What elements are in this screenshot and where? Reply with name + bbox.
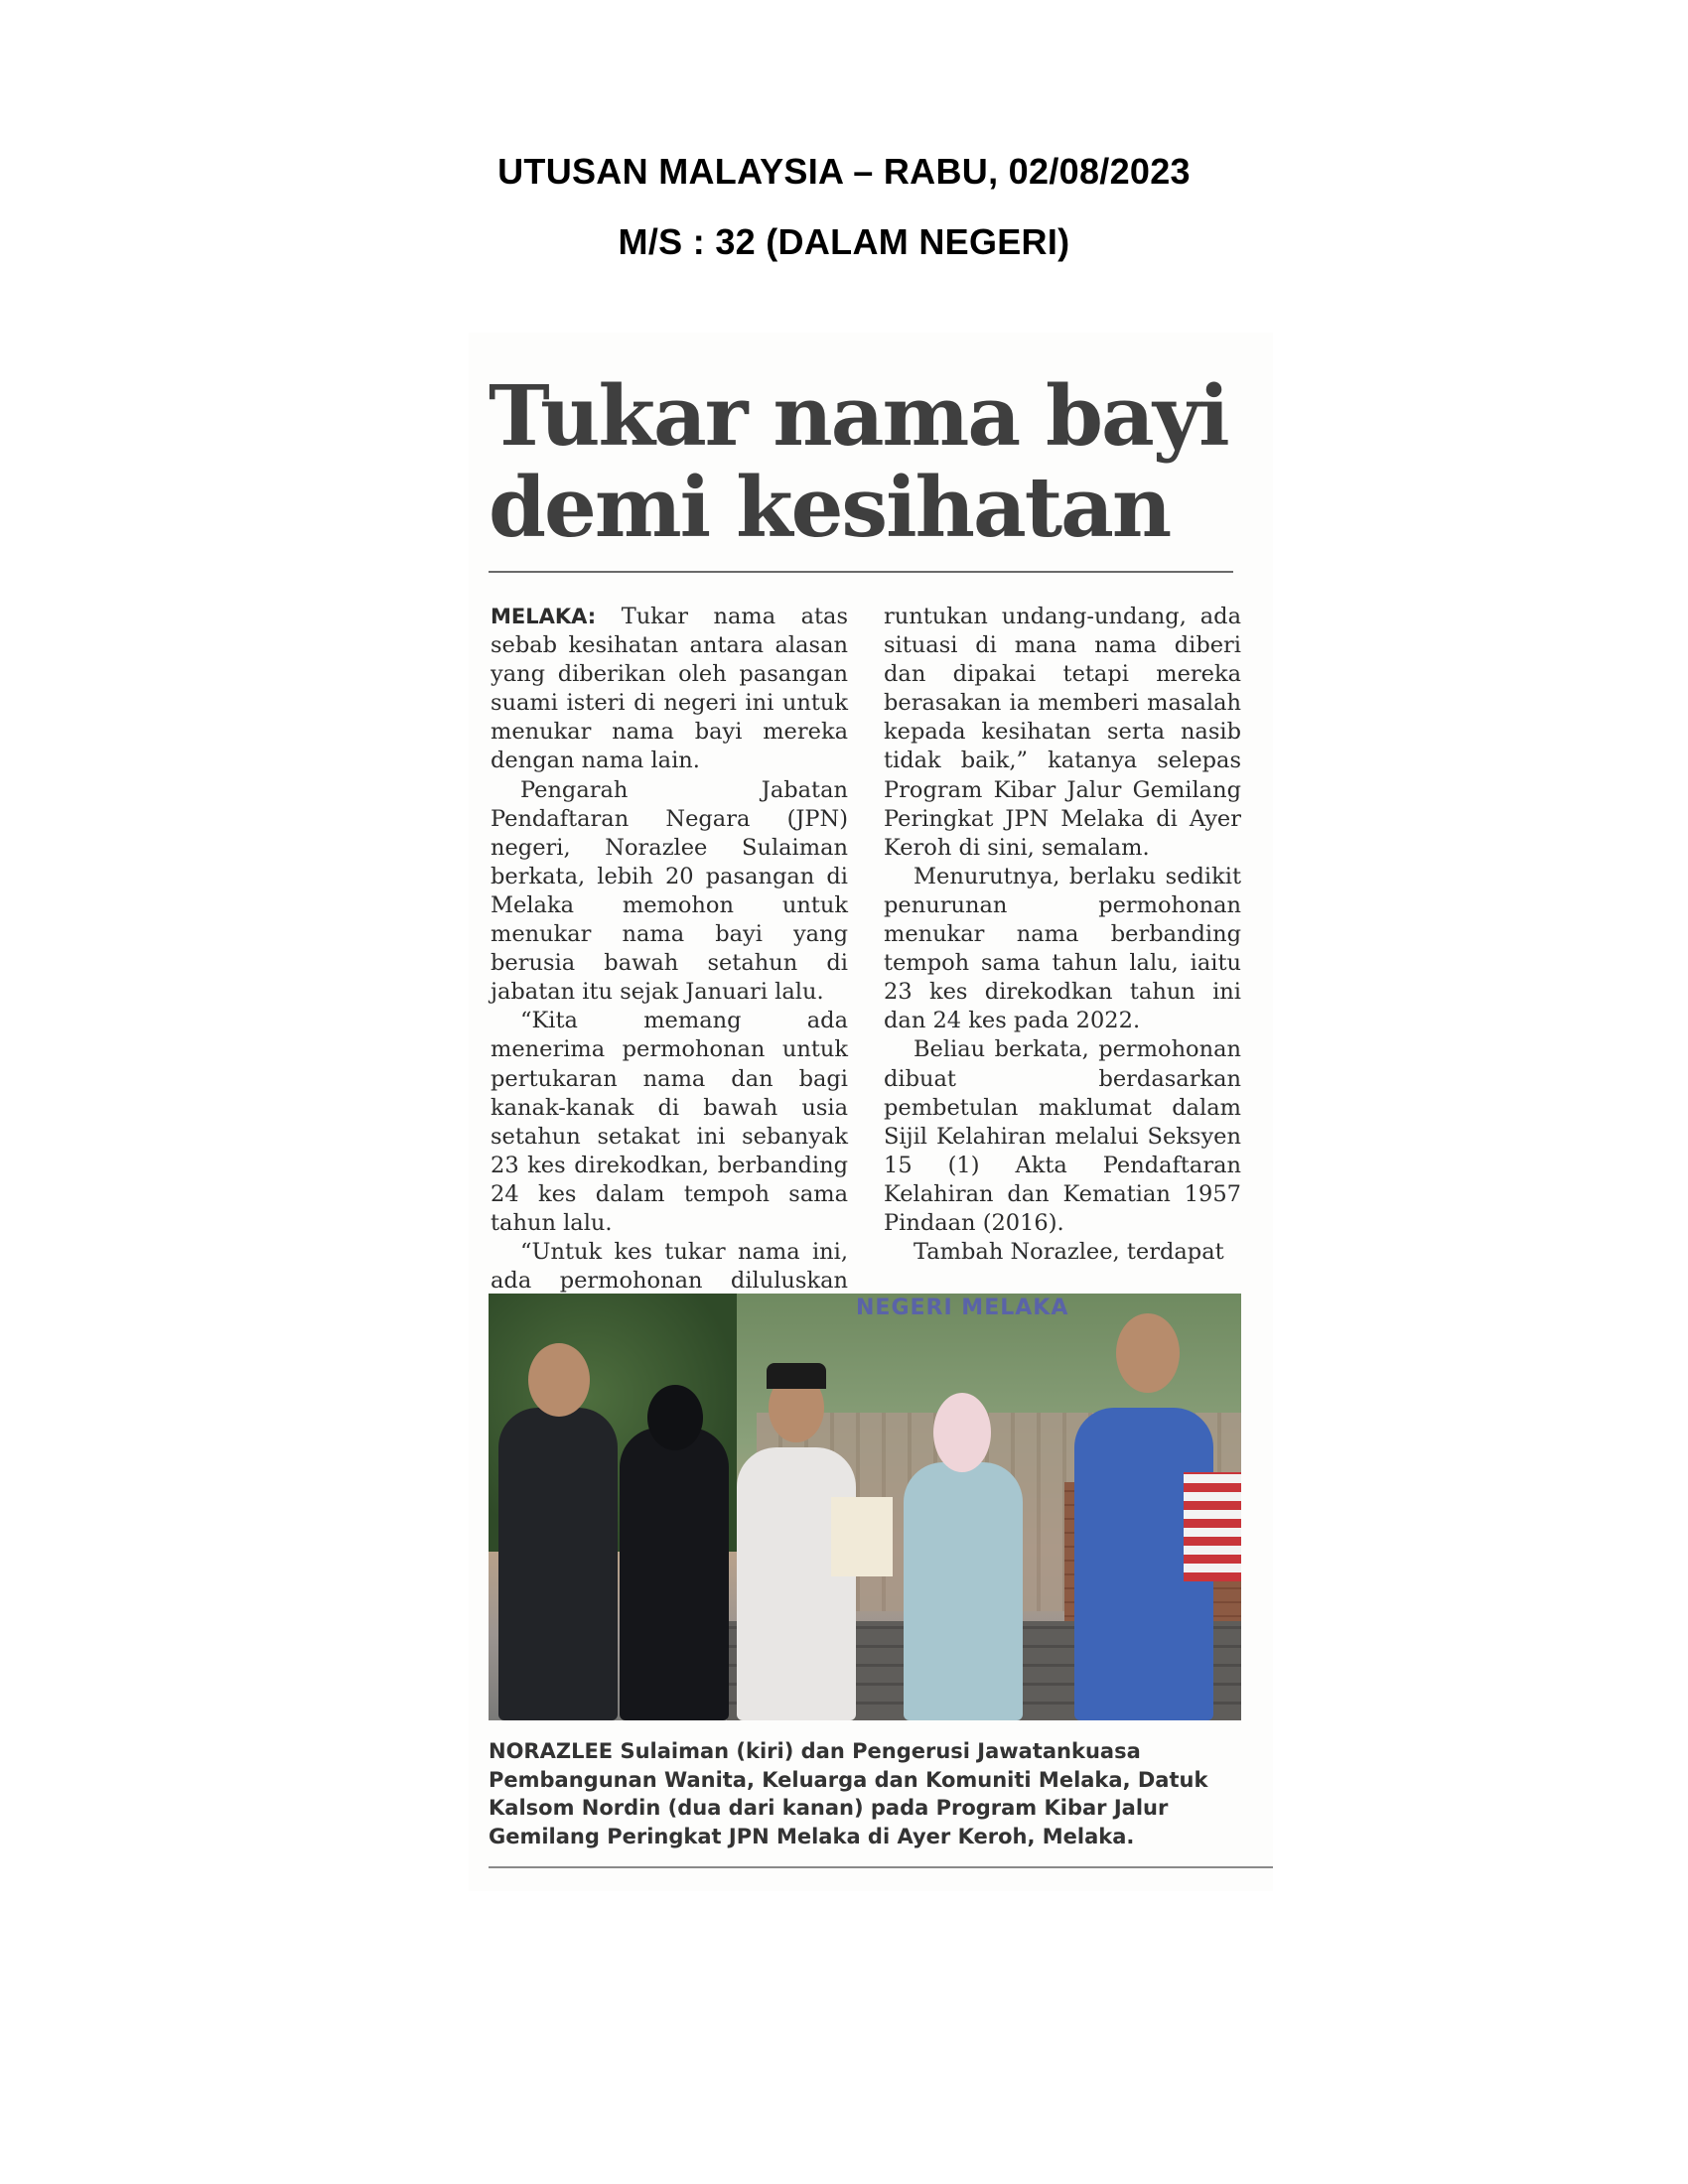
photo-signage-text: NEGERI MELAKA: [856, 1296, 1069, 1320]
person-head: [528, 1343, 590, 1417]
article-column-2: [884, 603, 1241, 1266]
paragraph: “Untuk kes tukar nama ini, ada permohonan diluluskan: [491, 1239, 848, 1295]
paragraph: Menurutnya, berlaku sedikit penurunan permohonan menukar nama berbanding tempoh sama tahun lalu, iaitu 23 kes direkodkan tahun ini dan 24 kes pada 2022.: [884, 863, 1241, 1034]
person-head: [1116, 1313, 1180, 1393]
person-figure: [904, 1462, 1023, 1720]
certificate: [831, 1497, 893, 1576]
lead-paragraph: [491, 603, 848, 776]
newspaper-clipping: [469, 333, 1273, 1891]
dateline: MELAKA:: [491, 605, 597, 628]
person-figure: [498, 1408, 618, 1720]
person-head: [647, 1385, 703, 1450]
lead-text: Tukar nama atas sebab kesihatan antara alasan yang diberikan oleh pasangan suami isteri di negeri ini untuk menukar nama bayi mereka dengan nama lain.: [491, 604, 849, 774]
paragraph: “Kita memang ada menerima permohonan untuk pertukaran nama dan bagi kanak-kanak di bawah usia setahun setakat ini sebanyak 23 kes direkodkan, berbanding 24 kes dalam tempoh sama tahun lalu.: [491, 1008, 848, 1236]
article-headline: Tukar nama bayi demi kesihatan: [489, 367, 1228, 556]
paragraph: Pengarah Jabatan Pendaftaran Negara (JPN) negeri, Norazlee Sulaiman berkata, lebih 20 pasangan di Melaka memohon untuk menukar nama bayi yang berusia bawah setahun di jabatan itu sejak Januari lalu.: [491, 776, 848, 1006]
photo-caption: NORAZLEE Sulaiman (kiri) dan Pengerusi Jawatankuasa Pembangunan Wanita, Keluarga dan Komuniti Melaka, Datuk Kalsom Nordin (dua dari kanan) pada Program Kibar Jalur Gemilang Peringkat JPN Melaka di Ayer Keroh, Melaka.: [489, 1739, 1208, 1848]
news-photo: [489, 1294, 1241, 1720]
paragraph: runtukan undang-undang, ada situasi di mana nama diberi dan dipakai tetapi mereka berasakan ia memberi masalah kepada kesihatan serta nasib tidak baik,” katanya selepas Program Kibar Jalur Gemilang Peringkat JPN Melaka di Ayer Keroh di sini, semalam.: [884, 604, 1241, 861]
headline-divider: [489, 571, 1233, 573]
article-column-1: [491, 603, 849, 1295]
songkok-cap: [767, 1363, 826, 1389]
person-head: [933, 1393, 991, 1472]
malaysia-flag: [1184, 1472, 1241, 1581]
person-figure: [620, 1428, 729, 1720]
clipping-bottom-rule: [489, 1866, 1273, 1868]
person-figure: [737, 1447, 856, 1720]
publication-header: UTUSAN MALAYSIA – RABU, 02/08/2023: [497, 151, 1191, 192]
paragraph: Tambah Norazlee, terdapat: [914, 1239, 1224, 1266]
page-section-header: M/S : 32 (DALAM NEGERI): [618, 221, 1070, 262]
paragraph: Beliau berkata, permohonan dibuat berdasarkan pembetulan maklumat dalam Sijil Kelahiran melalui Seksyen 15 (1) Akta Pendaftaran Kelahiran dan Kematian 1957 Pindaan (2016).: [884, 1036, 1241, 1236]
